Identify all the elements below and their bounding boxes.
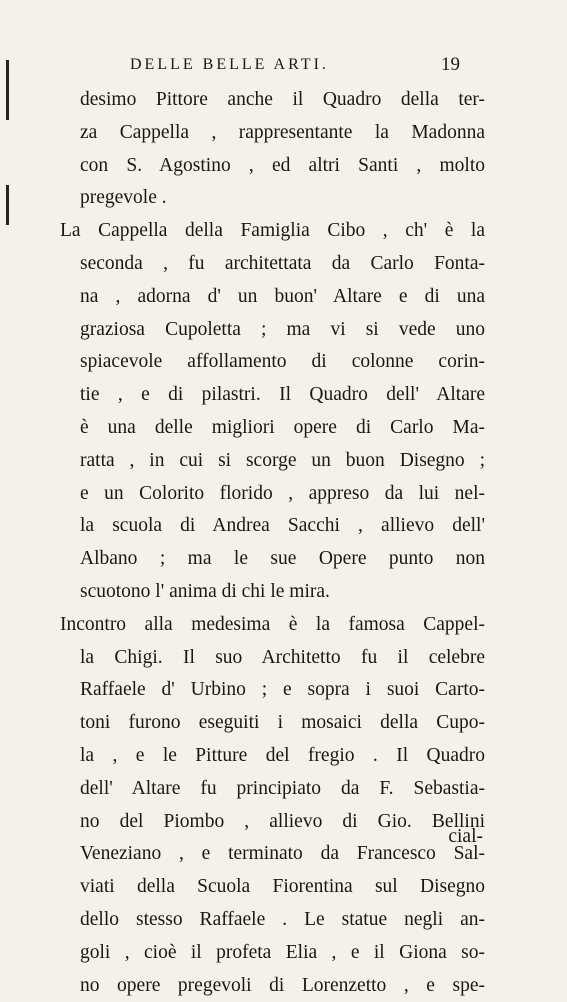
running-head [130, 56, 460, 82]
text-line: è una delle migliori opere di Carlo Ma- [80, 416, 485, 438]
body-text [60, 84, 485, 1002]
text-line: desimo Pittore anche il Quadro della ter- [80, 89, 485, 110]
text-line: na , adorna d' un buon' Altare e di una [80, 285, 485, 307]
page-number: 19 [441, 54, 460, 75]
text-line: za Cappella , rappresentante la Madonna [80, 121, 485, 143]
text-line: dello stesso Raffaele . Le statue negli an- [80, 908, 485, 930]
text-line: seconda , fu architettata da Carlo Fonta- [80, 252, 485, 274]
text-line: no opere pregevoli di Lorenzetto , e spe- [80, 974, 485, 996]
text-line: graziosa Cupoletta ; ma vi si vede uno [80, 318, 485, 340]
text-line: tie , e di pilastri. Il Quadro dell' Altare [80, 384, 485, 406]
text-line: la Chigi. Il suo Architetto fu il celebre [80, 646, 485, 668]
text-line: viati della Scuola Fiorentina sul Disegno [80, 876, 485, 898]
text-line: con S. Agostino , ed altri Santi , molto [80, 154, 485, 176]
text-line: Albano ; ma le sue Opere punto non [80, 548, 485, 570]
text-line: la scuola di Andrea Sacchi , allievo dell' [80, 515, 485, 537]
margin-mark [6, 60, 9, 120]
margin-mark [6, 185, 9, 225]
text-line: Veneziano , e terminato da Francesco Sal- [80, 843, 485, 865]
text-line: Incontro alla medesima è la famosa Cappel- [60, 613, 485, 635]
text-line: e un Colorito florido , appreso da lui nel- [80, 482, 485, 504]
catchword: cial- [448, 826, 483, 847]
text-line: no del Piombo , allievo di Gio. Bellini [80, 810, 485, 832]
text-line: La Cappella della Famiglia Cibo , ch' è la [60, 220, 485, 242]
text-line: goli , cioè il profeta Elia , e il Giona so- [80, 941, 485, 963]
text-line: dell' Altare fu principiato da F. Sebastia- [80, 777, 485, 799]
text-line: ratta , in cui si scorge un buon Disegno ; [80, 449, 485, 471]
text-line: la , e le Pitture del fregio . Il Quadro [80, 744, 485, 766]
text-line: toni furono eseguiti i mosaici della Cupo- [80, 712, 485, 734]
text-line: Raffaele d' Urbino ; e sopra i suoi Carto- [80, 679, 485, 701]
running-head-title: DELLE BELLE ARTI. [130, 56, 329, 73]
text-line: pregevole . [80, 187, 167, 209]
text-line: scuotono l' anima di chi le mira. [80, 580, 330, 602]
text-line: spiacevole affollamento di colonne corin- [80, 351, 485, 373]
